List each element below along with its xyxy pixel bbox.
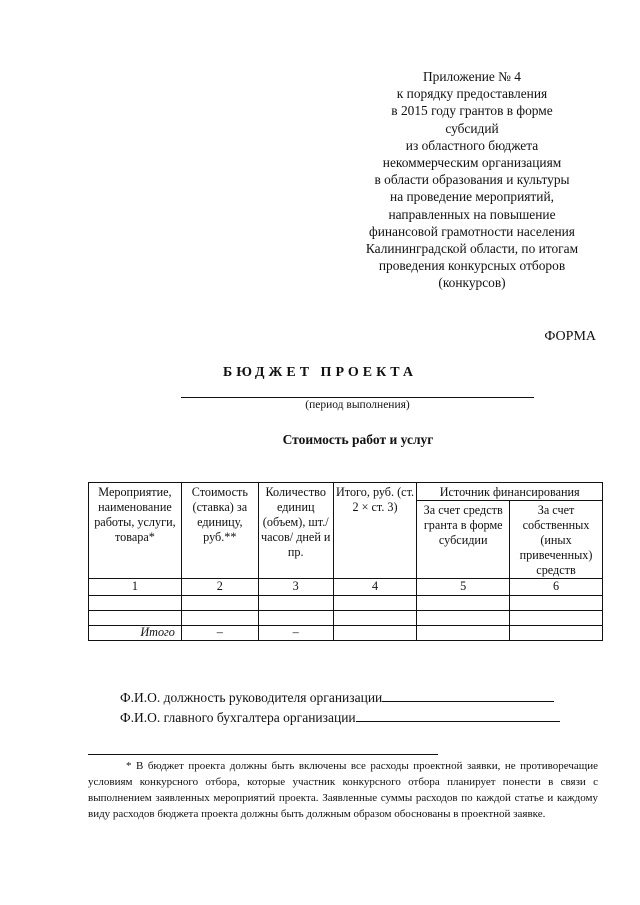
- table-cell[interactable]: [258, 611, 333, 626]
- appendix-line: финансовой грамотности населения: [369, 223, 575, 239]
- appendix-line: субсидий: [445, 120, 499, 136]
- table-cell[interactable]: [181, 596, 258, 611]
- table-cell[interactable]: [333, 596, 417, 611]
- signatures-block: [120, 688, 560, 728]
- appendix-line: в 2015 году грантов в форме: [391, 103, 553, 119]
- total-row: [89, 626, 603, 641]
- column-number: 2: [181, 579, 258, 596]
- header-unit-cost: Стоимость (ставка) за единицу, руб.**: [181, 483, 258, 579]
- total-label: Итого: [89, 626, 182, 641]
- appendix-line: на проведение мероприятий,: [390, 189, 554, 205]
- total-cell: –: [258, 626, 333, 641]
- table-cell[interactable]: [510, 596, 603, 611]
- header-total: Итого, руб. (ст. 2 × ст. 3): [333, 483, 417, 579]
- column-number: 1: [89, 579, 182, 596]
- header-own-funds: За счет собственных (иных привеченных) средств: [510, 501, 603, 579]
- accountant-signature-field[interactable]: [356, 709, 560, 722]
- appendix-block: [338, 68, 606, 292]
- header-quantity: Количество единиц (объем), шт./часов/ дней и пр.: [258, 483, 333, 579]
- appendix-line: Калининградской области, по итогам: [365, 241, 579, 257]
- column-number: 6: [510, 579, 603, 596]
- table-cell[interactable]: [89, 611, 182, 626]
- appendix-line: некоммерческим организациям: [382, 155, 562, 171]
- appendix-line: проведения конкурсных отборов: [378, 258, 566, 274]
- budget-table: [88, 482, 603, 641]
- table-row: [89, 611, 603, 626]
- accountant-signature-label: Ф.И.О. главного бухгалтера организации: [120, 710, 356, 725]
- appendix-line: направленных на повышение: [388, 206, 556, 222]
- head-signature-field[interactable]: [382, 689, 554, 702]
- column-number: 4: [333, 579, 417, 596]
- appendix-line: в области образования и культуры: [374, 172, 570, 188]
- appendix-line: к порядку предоставления: [396, 86, 548, 102]
- header-funding-source: Источник финансирования: [417, 483, 603, 501]
- total-cell[interactable]: [333, 626, 417, 641]
- table-cell[interactable]: [333, 611, 417, 626]
- appendix-line: Приложение № 4: [422, 69, 522, 84]
- table-cell[interactable]: [181, 611, 258, 626]
- appendix-line: из областного бюджета: [405, 137, 539, 153]
- header-grant-funds: За счет средств гранта в форме субсидии: [417, 501, 510, 579]
- appendix-line: (конкурсов): [438, 275, 506, 291]
- footnote: * В бюджет проекта должны быть включены все расходы проектной заявки, не противоречащие условиям конкурсного отбора, которые участник конкурсного отбора планирует понести в связи с выполнением заявленных мероприятий проекта. Заявленные суммы расходов по каждой статье и каждому виду расходов бюджета проекта должны быть должным образом обоснованы в проектной заявке.: [88, 760, 598, 820]
- column-number: 3: [258, 579, 333, 596]
- head-signature-label: Ф.И.О. должность руководителя организации: [120, 690, 383, 705]
- form-label: ФОРМА: [544, 329, 596, 344]
- document-title: БЮДЖЕТ ПРОЕКТА: [222, 365, 418, 380]
- table-cell[interactable]: [89, 596, 182, 611]
- table-cell[interactable]: [258, 596, 333, 611]
- total-cell[interactable]: [417, 626, 510, 641]
- column-number: 5: [417, 579, 510, 596]
- accountant-signature-line: [120, 708, 560, 728]
- table-row: [89, 579, 603, 596]
- table-cell[interactable]: [510, 611, 603, 626]
- footnote-divider: [88, 754, 438, 755]
- table-cell[interactable]: [417, 596, 510, 611]
- table-row: [89, 596, 603, 611]
- head-signature-line: [120, 688, 560, 708]
- period-caption: (период выполнения): [305, 399, 410, 411]
- total-cell[interactable]: [510, 626, 603, 641]
- header-activity: Мероприятие, наименование работы, услуги, товара*: [89, 483, 182, 579]
- table-cell[interactable]: [417, 611, 510, 626]
- period-fill-line: [181, 397, 534, 398]
- section-subtitle: Стоимость работ и услуг: [282, 432, 434, 447]
- total-cell: –: [181, 626, 258, 641]
